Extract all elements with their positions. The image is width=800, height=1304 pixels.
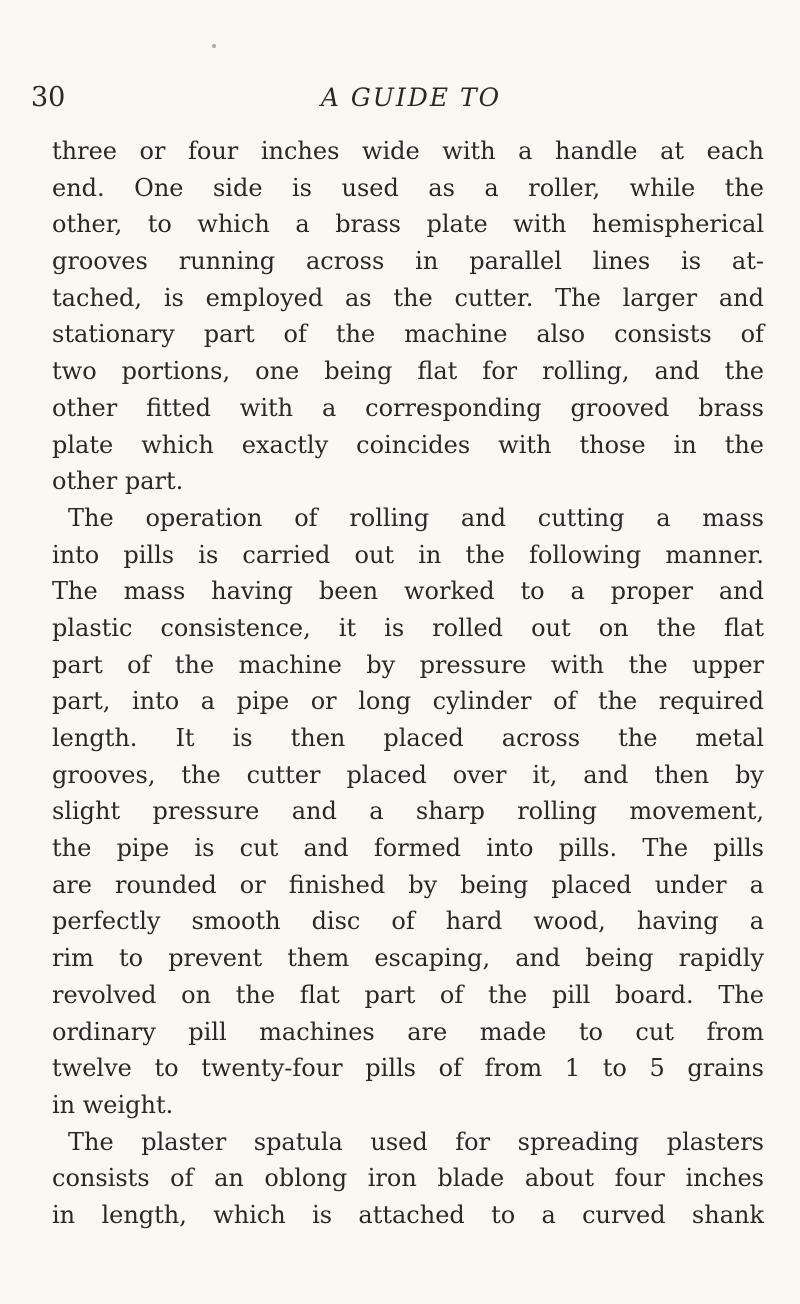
text-line: twelve to twenty-four pills of from 1 to 5 grains <box>52 1054 764 1083</box>
text-line: perfectly smooth disc of hard wood, having a <box>52 907 764 936</box>
text-line: grooves running across in parallel lines is at- <box>52 247 764 276</box>
text-line: two portions, one being flat for rolling, and the <box>52 357 764 386</box>
paragraph-start-line: The plaster spatula used for spreading plasters <box>68 1127 764 1156</box>
text-line: part of the machine by pressure with the upper <box>52 650 764 679</box>
text-line: slight pressure and a sharp rolling movement, <box>52 797 764 826</box>
text-line: end. One side is used as a roller, while the <box>52 173 764 202</box>
text-line: into pills is carried out in the following manner. <box>52 540 764 569</box>
paragraph-start-line: The operation of rolling and cutting a mass <box>68 503 764 532</box>
ink-speck <box>212 44 216 48</box>
page-number: 30 <box>31 82 66 113</box>
text-line: part, into a pipe or long cylinder of the required <box>52 687 764 716</box>
text-line: consists of an oblong iron blade about four inches <box>52 1164 764 1193</box>
text-line: The mass having been worked to a proper and <box>52 577 764 606</box>
text-line: length. It is then placed across the metal <box>52 724 764 752</box>
text-line: other, to which a brass plate with hemispherical <box>52 210 764 239</box>
running-head: A GUIDE TO <box>320 83 502 112</box>
text-line: revolved on the flat part of the pill board. The <box>52 980 764 1009</box>
text-line: are rounded or finished by being placed under a <box>52 870 764 899</box>
text-line: other part. <box>52 467 184 496</box>
text-line: grooves, the cutter placed over it, and then by <box>52 760 764 789</box>
text-line: rim to prevent them escaping, and being rapidly <box>52 944 764 973</box>
text-line: plastic consistence, it is rolled out on the flat <box>52 613 764 642</box>
text-line: in weight. <box>52 1090 174 1119</box>
text-line: in length, which is attached to a curved shank <box>52 1200 764 1229</box>
text-line: plate which exactly coincides with those in the <box>52 430 764 459</box>
text-line: tached, is employed as the cutter. The larger and <box>52 283 764 312</box>
text-line: other fitted with a corresponding grooved brass <box>52 393 764 422</box>
text-line: stationary part of the machine also consists of <box>52 320 764 349</box>
text-line: the pipe is cut and formed into pills. The pills <box>52 834 764 863</box>
text-line: ordinary pill machines are made to cut from <box>52 1017 764 1046</box>
text-line: three or four inches wide with a handle at each <box>52 137 764 165</box>
body-text <box>52 133 764 1234</box>
